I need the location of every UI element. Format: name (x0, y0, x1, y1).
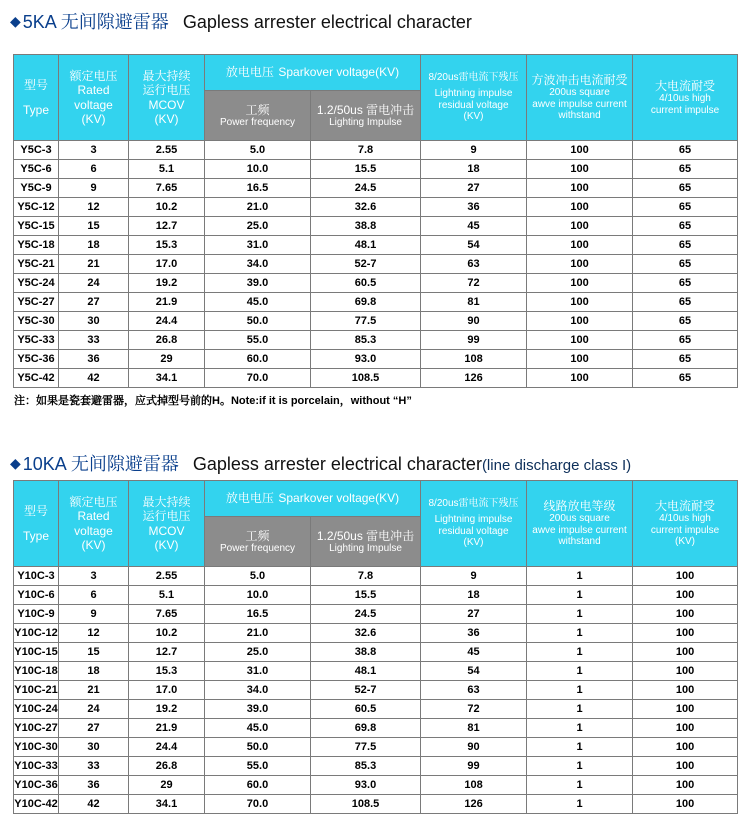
table-row (14, 795, 738, 814)
value-cell: 100 (633, 681, 738, 700)
value-cell: 65 (633, 331, 738, 350)
value-cell: 100 (527, 198, 633, 217)
value-cell: 2.55 (129, 141, 205, 160)
model-cell: Y10C-18 (14, 662, 59, 681)
table-row (14, 681, 738, 700)
value-cell: 16.5 (205, 605, 311, 624)
value-cell: 65 (633, 198, 738, 217)
diamond-icon: ◆ (10, 13, 21, 29)
value-cell: 36 (421, 624, 527, 643)
value-cell: 38.8 (311, 643, 421, 662)
table-row (14, 217, 738, 236)
value-cell: 100 (633, 795, 738, 814)
value-cell: 15.5 (311, 586, 421, 605)
value-cell: 100 (633, 719, 738, 738)
section2-title-cn: 10KA 无间隙避雷器 (22, 454, 179, 474)
value-cell: 38.8 (311, 217, 421, 236)
value-cell: 12.7 (129, 217, 205, 236)
value-cell: 45.0 (205, 293, 311, 312)
header-sparkover: 放电电压 Sparkover voltage(KV) (205, 481, 421, 517)
value-cell: 18 (59, 236, 129, 255)
table-row (14, 605, 738, 624)
table-row (14, 719, 738, 738)
value-cell: 19.2 (129, 274, 205, 293)
value-cell: 42 (59, 369, 129, 388)
value-cell: 24 (59, 274, 129, 293)
table-row (14, 141, 738, 160)
value-cell: 25.0 (205, 217, 311, 236)
value-cell: 2.55 (129, 567, 205, 586)
value-cell: 108 (421, 350, 527, 369)
value-cell: 1 (527, 681, 633, 700)
value-cell: 100 (633, 700, 738, 719)
table-row (14, 738, 738, 757)
value-cell: 15 (59, 643, 129, 662)
table-row (14, 198, 738, 217)
value-cell: 81 (421, 293, 527, 312)
value-cell: 16.5 (205, 179, 311, 198)
diamond-icon: ◆ (10, 455, 21, 471)
table-row (14, 567, 738, 586)
value-cell: 24.4 (129, 312, 205, 331)
value-cell: 21 (59, 681, 129, 700)
value-cell: 17.0 (129, 681, 205, 700)
value-cell: 72 (421, 700, 527, 719)
value-cell: 24.4 (129, 738, 205, 757)
value-cell: 81 (421, 719, 527, 738)
value-cell: 9 (59, 179, 129, 198)
value-cell: 126 (421, 795, 527, 814)
value-cell: 12 (59, 198, 129, 217)
value-cell: 93.0 (311, 350, 421, 369)
model-cell: Y10C-27 (14, 719, 59, 738)
value-cell: 60.5 (311, 700, 421, 719)
value-cell: 70.0 (205, 795, 311, 814)
table-row (14, 331, 738, 350)
table-row (14, 274, 738, 293)
model-cell: Y5C-30 (14, 312, 59, 331)
value-cell: 100 (527, 293, 633, 312)
value-cell: 65 (633, 312, 738, 331)
value-cell: 69.8 (311, 293, 421, 312)
value-cell: 60.0 (205, 350, 311, 369)
value-cell: 24.5 (311, 605, 421, 624)
value-cell: 10.0 (205, 160, 311, 179)
value-cell: 5.0 (205, 567, 311, 586)
value-cell: 60.0 (205, 776, 311, 795)
header-lighting-impulse: 1.2/50us 雷电冲击 Lighting Impulse (311, 517, 421, 567)
value-cell: 12 (59, 624, 129, 643)
value-cell: 10.0 (205, 586, 311, 605)
value-cell: 32.6 (311, 198, 421, 217)
value-cell: 90 (421, 312, 527, 331)
value-cell: 65 (633, 179, 738, 198)
table-row (14, 757, 738, 776)
model-cell: Y5C-6 (14, 160, 59, 179)
value-cell: 100 (633, 643, 738, 662)
value-cell: 15.3 (129, 236, 205, 255)
value-cell: 1 (527, 795, 633, 814)
value-cell: 7.8 (311, 567, 421, 586)
value-cell: 18 (421, 160, 527, 179)
value-cell: 7.65 (129, 179, 205, 198)
header-power-frequency: 工频 Power frequency (205, 517, 311, 567)
table-row (14, 179, 738, 198)
value-cell: 1 (527, 624, 633, 643)
value-cell: 1 (527, 567, 633, 586)
value-cell: 100 (527, 312, 633, 331)
value-cell: 77.5 (311, 312, 421, 331)
value-cell: 65 (633, 217, 738, 236)
section1-title-cn: 5KA 无间隙避雷器 (22, 12, 169, 32)
value-cell: 100 (633, 605, 738, 624)
value-cell: 9 (421, 567, 527, 586)
value-cell: 6 (59, 586, 129, 605)
value-cell: 65 (633, 369, 738, 388)
value-cell: 12.7 (129, 643, 205, 662)
header-type: 型号 Type (14, 55, 59, 141)
value-cell: 18 (59, 662, 129, 681)
value-cell: 100 (527, 255, 633, 274)
model-cell: Y10C-3 (14, 567, 59, 586)
model-cell: Y10C-21 (14, 681, 59, 700)
header-high-current: 大电流耐受 4/10us high current impulse (633, 55, 738, 141)
value-cell: 1 (527, 662, 633, 681)
value-cell: 17.0 (129, 255, 205, 274)
value-cell: 3 (59, 141, 129, 160)
header-power-frequency: 工频 Power frequency (205, 91, 311, 141)
value-cell: 1 (527, 757, 633, 776)
value-cell: 39.0 (205, 700, 311, 719)
value-cell: 100 (527, 217, 633, 236)
table-10ka (13, 480, 738, 814)
value-cell: 45 (421, 643, 527, 662)
model-cell: Y10C-15 (14, 643, 59, 662)
model-cell: Y10C-24 (14, 700, 59, 719)
model-cell: Y10C-12 (14, 624, 59, 643)
value-cell: 25.0 (205, 643, 311, 662)
value-cell: 1 (527, 776, 633, 795)
table-row (14, 312, 738, 331)
model-cell: Y5C-36 (14, 350, 59, 369)
value-cell: 72 (421, 274, 527, 293)
table-row (14, 236, 738, 255)
model-cell: Y5C-24 (14, 274, 59, 293)
table-row (14, 350, 738, 369)
value-cell: 27 (59, 719, 129, 738)
value-cell: 50.0 (205, 312, 311, 331)
value-cell: 9 (59, 605, 129, 624)
value-cell: 100 (527, 274, 633, 293)
value-cell: 100 (633, 776, 738, 795)
value-cell: 21.9 (129, 719, 205, 738)
value-cell: 36 (421, 198, 527, 217)
section2-title (10, 450, 631, 476)
model-cell: Y10C-6 (14, 586, 59, 605)
value-cell: 5.0 (205, 141, 311, 160)
value-cell: 3 (59, 567, 129, 586)
value-cell: 100 (633, 757, 738, 776)
table-row (14, 293, 738, 312)
header-rated: 额定电压 Rated voltage (KV) (59, 481, 129, 567)
table-row (14, 776, 738, 795)
value-cell: 36 (59, 776, 129, 795)
model-cell: Y5C-9 (14, 179, 59, 198)
value-cell: 52-7 (311, 681, 421, 700)
table-5ka-body (14, 141, 738, 388)
value-cell: 15 (59, 217, 129, 236)
model-cell: Y5C-21 (14, 255, 59, 274)
value-cell: 65 (633, 236, 738, 255)
section2-title-en: Gapless arrester electrical character (192, 454, 482, 474)
value-cell: 100 (527, 236, 633, 255)
value-cell: 54 (421, 236, 527, 255)
value-cell: 108.5 (311, 369, 421, 388)
value-cell: 65 (633, 274, 738, 293)
value-cell: 27 (421, 179, 527, 198)
model-cell: Y10C-30 (14, 738, 59, 757)
value-cell: 55.0 (205, 331, 311, 350)
value-cell: 21.0 (205, 624, 311, 643)
value-cell: 30 (59, 738, 129, 757)
header-type: 型号 Type (14, 481, 59, 567)
value-cell: 1 (527, 719, 633, 738)
table-row (14, 369, 738, 388)
porcelain-note: 注：如果是瓷套避雷器，应式掉型号前的H。Note:if it is porcelain，without “H” (14, 395, 412, 407)
value-cell: 100 (633, 567, 738, 586)
value-cell: 100 (633, 738, 738, 757)
value-cell: 27 (421, 605, 527, 624)
value-cell: 33 (59, 757, 129, 776)
value-cell: 100 (527, 179, 633, 198)
value-cell: 100 (527, 350, 633, 369)
value-cell: 45 (421, 217, 527, 236)
header-rated: 额定电压 Rated voltage (KV) (59, 55, 129, 141)
value-cell: 15.5 (311, 160, 421, 179)
value-cell: 108 (421, 776, 527, 795)
value-cell: 93.0 (311, 776, 421, 795)
value-cell: 31.0 (205, 236, 311, 255)
table-row (14, 586, 738, 605)
table-row (14, 160, 738, 179)
value-cell: 108.5 (311, 795, 421, 814)
value-cell: 5.1 (129, 586, 205, 605)
value-cell: 21 (59, 255, 129, 274)
value-cell: 45.0 (205, 719, 311, 738)
value-cell: 26.8 (129, 757, 205, 776)
value-cell: 42 (59, 795, 129, 814)
section1-title (10, 8, 472, 34)
header-square-wave: 方波冲击电流耐受 200us square awve impulse current withstand (527, 55, 633, 141)
value-cell: 69.8 (311, 719, 421, 738)
model-cell: Y5C-18 (14, 236, 59, 255)
table-row (14, 700, 738, 719)
table-row (14, 624, 738, 643)
value-cell: 65 (633, 141, 738, 160)
model-cell: Y5C-33 (14, 331, 59, 350)
value-cell: 10.2 (129, 198, 205, 217)
table-10ka-body (14, 567, 738, 814)
value-cell: 31.0 (205, 662, 311, 681)
model-cell: Y5C-12 (14, 198, 59, 217)
value-cell: 32.6 (311, 624, 421, 643)
value-cell: 24 (59, 700, 129, 719)
value-cell: 34.1 (129, 795, 205, 814)
value-cell: 1 (527, 700, 633, 719)
value-cell: 21.9 (129, 293, 205, 312)
header-sparkover: 放电电压 Sparkover voltage(KV) (205, 55, 421, 91)
value-cell: 5.1 (129, 160, 205, 179)
table-row (14, 643, 738, 662)
value-cell: 100 (633, 624, 738, 643)
model-cell: Y5C-27 (14, 293, 59, 312)
value-cell: 10.2 (129, 624, 205, 643)
value-cell: 63 (421, 255, 527, 274)
value-cell: 30 (59, 312, 129, 331)
value-cell: 100 (633, 662, 738, 681)
value-cell: 26.8 (129, 331, 205, 350)
model-cell: Y5C-15 (14, 217, 59, 236)
value-cell: 9 (421, 141, 527, 160)
value-cell: 34.0 (205, 255, 311, 274)
header-residual: 8/20us雷电流下残压 Lightning impulse residual voltage (KV) (421, 55, 527, 141)
value-cell: 33 (59, 331, 129, 350)
value-cell: 19.2 (129, 700, 205, 719)
value-cell: 100 (527, 160, 633, 179)
value-cell: 7.8 (311, 141, 421, 160)
table-row (14, 662, 738, 681)
value-cell: 34.0 (205, 681, 311, 700)
header-residual: 8/20us雷电流下残压 Lightning impulse residual voltage (KV) (421, 481, 527, 567)
value-cell: 65 (633, 160, 738, 179)
model-cell: Y10C-42 (14, 795, 59, 814)
value-cell: 100 (633, 586, 738, 605)
value-cell: 126 (421, 369, 527, 388)
value-cell: 55.0 (205, 757, 311, 776)
value-cell: 77.5 (311, 738, 421, 757)
value-cell: 48.1 (311, 236, 421, 255)
table-5ka (13, 54, 738, 388)
value-cell: 1 (527, 605, 633, 624)
value-cell: 1 (527, 738, 633, 757)
header-high-current: 大电流耐受 4/10us high current impulse (KV) (633, 481, 738, 567)
value-cell: 85.3 (311, 331, 421, 350)
header-lighting-impulse: 1.2/50us 雷电冲击 Lighting Impulse (311, 91, 421, 141)
value-cell: 34.1 (129, 369, 205, 388)
value-cell: 65 (633, 350, 738, 369)
value-cell: 24.5 (311, 179, 421, 198)
section2-title-class: (line discharge class I) (481, 457, 632, 474)
value-cell: 52-7 (311, 255, 421, 274)
value-cell: 29 (129, 776, 205, 795)
value-cell: 90 (421, 738, 527, 757)
value-cell: 29 (129, 350, 205, 369)
value-cell: 50.0 (205, 738, 311, 757)
value-cell: 60.5 (311, 274, 421, 293)
section1-title-en: Gapless arrester electrical character (182, 12, 472, 32)
value-cell: 1 (527, 643, 633, 662)
header-mcov: 最大持续 运行电压 MCOV (KV) (129, 481, 205, 567)
model-cell: Y10C-9 (14, 605, 59, 624)
value-cell: 48.1 (311, 662, 421, 681)
table-row (14, 255, 738, 274)
model-cell: Y10C-33 (14, 757, 59, 776)
value-cell: 6 (59, 160, 129, 179)
value-cell: 85.3 (311, 757, 421, 776)
value-cell: 54 (421, 662, 527, 681)
value-cell: 63 (421, 681, 527, 700)
value-cell: 100 (527, 331, 633, 350)
model-cell: Y5C-42 (14, 369, 59, 388)
value-cell: 27 (59, 293, 129, 312)
value-cell: 99 (421, 757, 527, 776)
value-cell: 99 (421, 331, 527, 350)
value-cell: 100 (527, 369, 633, 388)
model-cell: Y5C-3 (14, 141, 59, 160)
header-mcov: 最大持续 运行电压 MCOV (KV) (129, 55, 205, 141)
value-cell: 18 (421, 586, 527, 605)
value-cell: 100 (527, 141, 633, 160)
value-cell: 65 (633, 255, 738, 274)
model-cell: Y10C-36 (14, 776, 59, 795)
value-cell: 65 (633, 293, 738, 312)
value-cell: 70.0 (205, 369, 311, 388)
value-cell: 39.0 (205, 274, 311, 293)
header-line-discharge: 线路放电等级 200us square awve impulse current withstand (527, 481, 633, 567)
value-cell: 21.0 (205, 198, 311, 217)
value-cell: 36 (59, 350, 129, 369)
value-cell: 1 (527, 586, 633, 605)
value-cell: 15.3 (129, 662, 205, 681)
value-cell: 7.65 (129, 605, 205, 624)
